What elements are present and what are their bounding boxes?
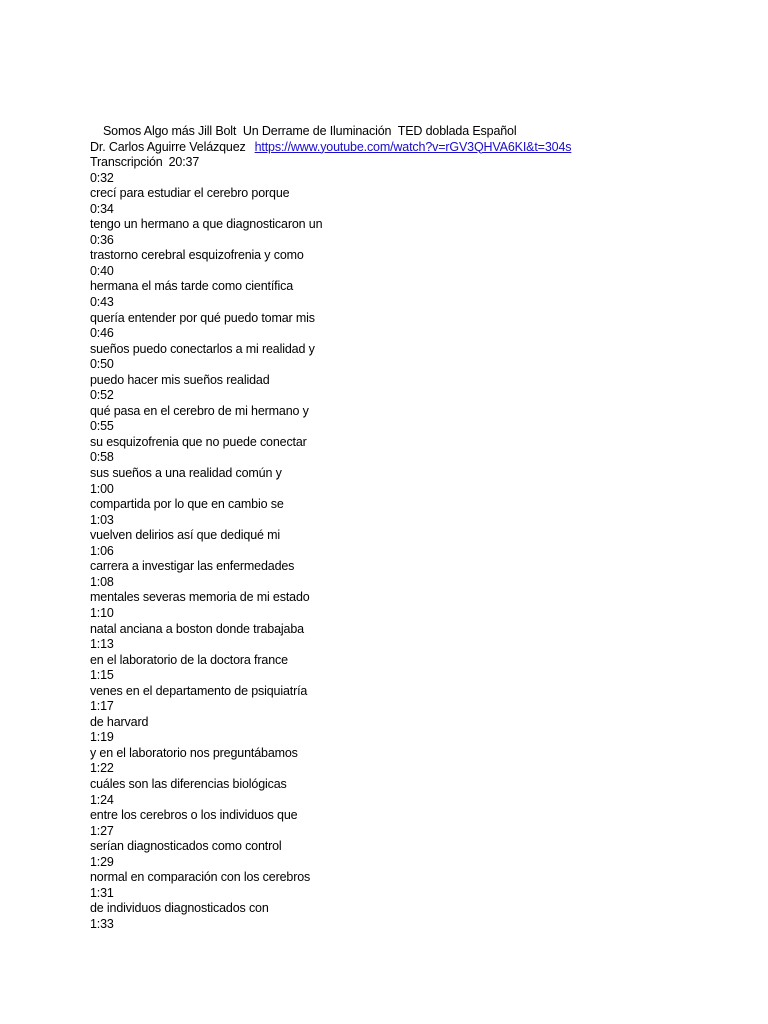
transcript-line: trastorno cerebral esquizofrenia y como [90,248,304,263]
transcript-timestamp: 1:15 [90,668,114,683]
transcript-timestamp: 1:00 [90,481,114,496]
transcript-line: de individuos diagnosticados con [90,901,269,916]
transcript-timestamp: 1:24 [90,792,114,807]
transcript-timestamp: 1:22 [90,761,114,776]
transcript-timestamp: 1:27 [90,823,114,838]
transcript-label: Transcripción [90,155,163,170]
document-page [90,124,730,932]
transcript-line: su esquizofrenia que no puede conectar [90,434,307,449]
transcript-duration: 20:37 [168,155,200,170]
transcript-timestamp: 1:29 [90,854,114,869]
transcript-line: crecí para estudiar el cerebro porque [90,186,290,201]
transcript-line: hermana el más tarde como científica [90,279,294,294]
transcript-line: entre los cerebros o los individuos que [90,808,298,823]
transcript-line: en el laboratorio de la doctora france [90,652,288,667]
transcript-timestamp: 0:55 [90,419,114,434]
transcript-body [90,171,730,933]
transcript-line: qué pasa en el cerebro de mi hermano y [90,403,309,418]
transcript-timestamp: 0:52 [90,388,114,403]
transcript-timestamp: 0:46 [90,326,114,341]
author-name: Dr. Carlos Aguirre Velázquez [90,139,246,154]
transcript-timestamp: 1:03 [90,512,114,527]
transcript-line: venes en el departamento de psiquiatría [90,683,308,698]
transcript-timestamp: 0:36 [90,232,114,247]
transcript-timestamp: 0:50 [90,357,114,372]
transcript-timestamp: 0:34 [90,201,114,216]
transcript-line: mentales severas memoria de mi estado [90,590,310,605]
transcript-timestamp: 1:17 [90,699,114,714]
transcript-line: de harvard [90,714,149,729]
author-line [90,140,730,156]
transcript-timestamp: 1:08 [90,574,114,589]
transcript-line: natal anciana a boston donde trabajaba [90,621,304,636]
transcript-line: sueños puedo conectarlos a mi realidad y [90,341,315,356]
transcript-timestamp: 1:33 [90,916,114,931]
transcript-timestamp: 1:10 [90,605,114,620]
transcript-timestamp: 1:19 [90,730,114,745]
transcript-line: sus sueños a una realidad común y [90,466,282,481]
transcript-header [90,155,730,171]
transcript-timestamp: 0:40 [90,263,114,278]
transcript-line: tengo un hermano a que diagnosticaron un [90,217,323,232]
transcript-timestamp: 0:43 [90,295,114,310]
transcript-line: carrera a investigar las enfermedades [90,559,295,574]
transcript-line: compartida por lo que en cambio se [90,497,284,512]
youtube-link[interactable]: https://www.youtube.com/watch?v=rGV3QHVA6KI&t=304s [254,139,572,154]
transcript-timestamp: 0:58 [90,450,114,465]
transcript-line: vuelven delirios así que dediqué mi [90,528,281,543]
transcript-timestamp: 1:06 [90,543,114,558]
transcript-line: cuáles son las diferencias biológicas [90,776,287,791]
transcript-line: serían diagnosticados como control [90,839,282,854]
transcript-line: quería entender por qué puedo tomar mis [90,310,315,325]
document-title: Somos Algo más Jill Bolt Un Derrame de Iluminación TED doblada Español [103,124,517,138]
transcript-timestamp: 0:32 [90,170,114,185]
transcript-line: puedo hacer mis sueños realidad [90,372,270,387]
transcript-line: normal en comparación con los cerebros [90,870,311,885]
transcript-timestamp: 1:31 [90,885,114,900]
transcript-timestamp: 1:13 [90,637,114,652]
transcript-line: y en el laboratorio nos preguntábamos [90,745,298,760]
